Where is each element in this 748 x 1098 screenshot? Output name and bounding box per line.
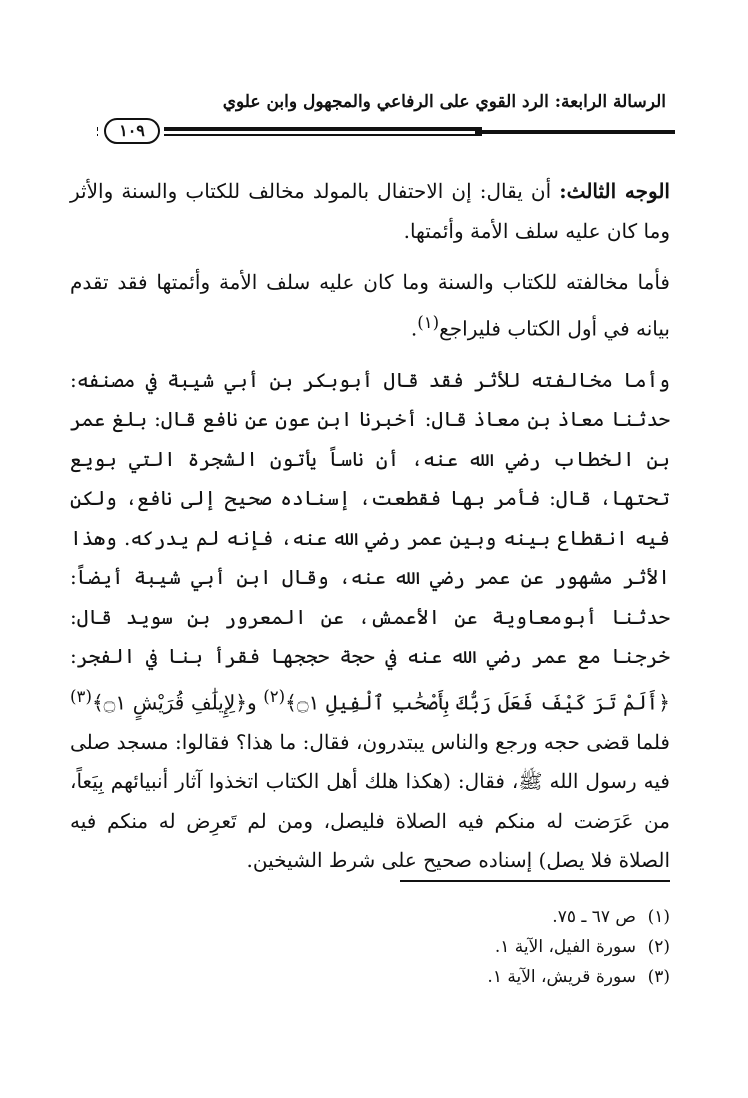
footnote-number: (١) [647,907,670,927]
footnotes [70,902,670,992]
quran-verse-quraysh: ﴿لِإِيلَٰفِ قُرَيْشٍ ۝١﴾ [91,690,247,715]
footnote-text: ص ٦٧ ـ ٧٥. [552,907,636,927]
footnote-item [70,902,670,932]
footnote-ref-3[interactable]: (٣) [70,686,92,706]
footnote-number: (٣) [647,967,670,987]
main-text [70,172,670,881]
footnote-separator [400,880,670,882]
footnote-ref-1[interactable]: (١) [417,312,440,332]
paragraph-book-sunnah: فأما مخالفته للكتاب والسنة وما كان عليه سلف الأمة وأئمتها فقد تقدم بيانه في أول الكتاب فليراجع$^{(١)}$. [70,270,670,341]
footnote-ref-2[interactable]: (٢) [263,686,286,706]
paragraph-third-aspect: الوجه الثالث: أن يقال: إن الاحتفال بالمولد مخالف للكتاب والسنة والأثر وما كان عليه سلف الأمة وأئمتها. [70,179,670,243]
running-header-title: الرسالة الرابعة: الرد القوي على الرفاعي والمجهول وابن علوي [222,92,666,112]
footnote-text: سورة قريش، الآية ١. [487,967,636,987]
footnote-number: (٢) [647,937,670,957]
page-number-badge [98,118,164,144]
header-rule-right [475,125,675,137]
footnote-text: سورة الفيل، الآية ١. [494,937,636,957]
paragraph-athar: وأما مخالفته للأثر فقد قال أبوبكر بن أبي شيبة في مصنفه: حدثنا معاذ بن معاذ قال: أخبرنا ابن عون عن نافع قال: بلغ عمر بن الخطاب رضي الله عنه، أن ناساً يأتون الشجرة التي بويع تحتها، قال: فأمر بها فقطعت، إسناده صحيح إلى نافع، ولكن فيه انقطاع بينه وبين عمر رضي الله عنه، فإنه لم يدركه. وهذا الأثر مشهور عن عمر رضي الله عنه، وقال ابن أبي شيبة أيضاً: حدثنا أبومعاوية عن الأعمش، عن المعرور بن سويد قال: خرجنا مع عمر رضي الله عنه في حجة حججها فقرأ بنا في الفجر: ﴿أَلَمْ تَرَ كَيْفَ فَعَلَ رَبُّكَ بِأَصْحَٰبِ ٱلْفِيلِ ۝١﴾$^{(٢)}$ و﴿لِإِيلَٰفِ قُرَيْشٍ ۝١﴾$^{(٣)}$ فلما قضى حجه ورجع والناس يبتدرون، فقال: ما هذا؟ فقالوا: مسجد صلى فيه رسول الله ﷺ، فقال: (هكذا هلك أهل الكتاب اتخذوا آثار أنبيائهم بِيَعاً، من عَرَضت له منكم فيه الصلاة فليصل، ومن لم تَعرِض له منكم فيه الصلاة فلا يصل) إسناده صحيح على شرط الشيخين. [70,367,670,873]
footnote-item [70,932,670,962]
footnote-item [70,962,670,992]
section-lead: الوجه الثالث: [559,179,670,203]
quran-verse-fil: ﴿أَلَمْ تَرَ كَيْفَ فَعَلَ رَبُّكَ بِأَصْحَٰبِ ٱلْفِيلِ ۝١﴾ [285,690,670,715]
page-number: ١٠٩ [104,118,160,144]
